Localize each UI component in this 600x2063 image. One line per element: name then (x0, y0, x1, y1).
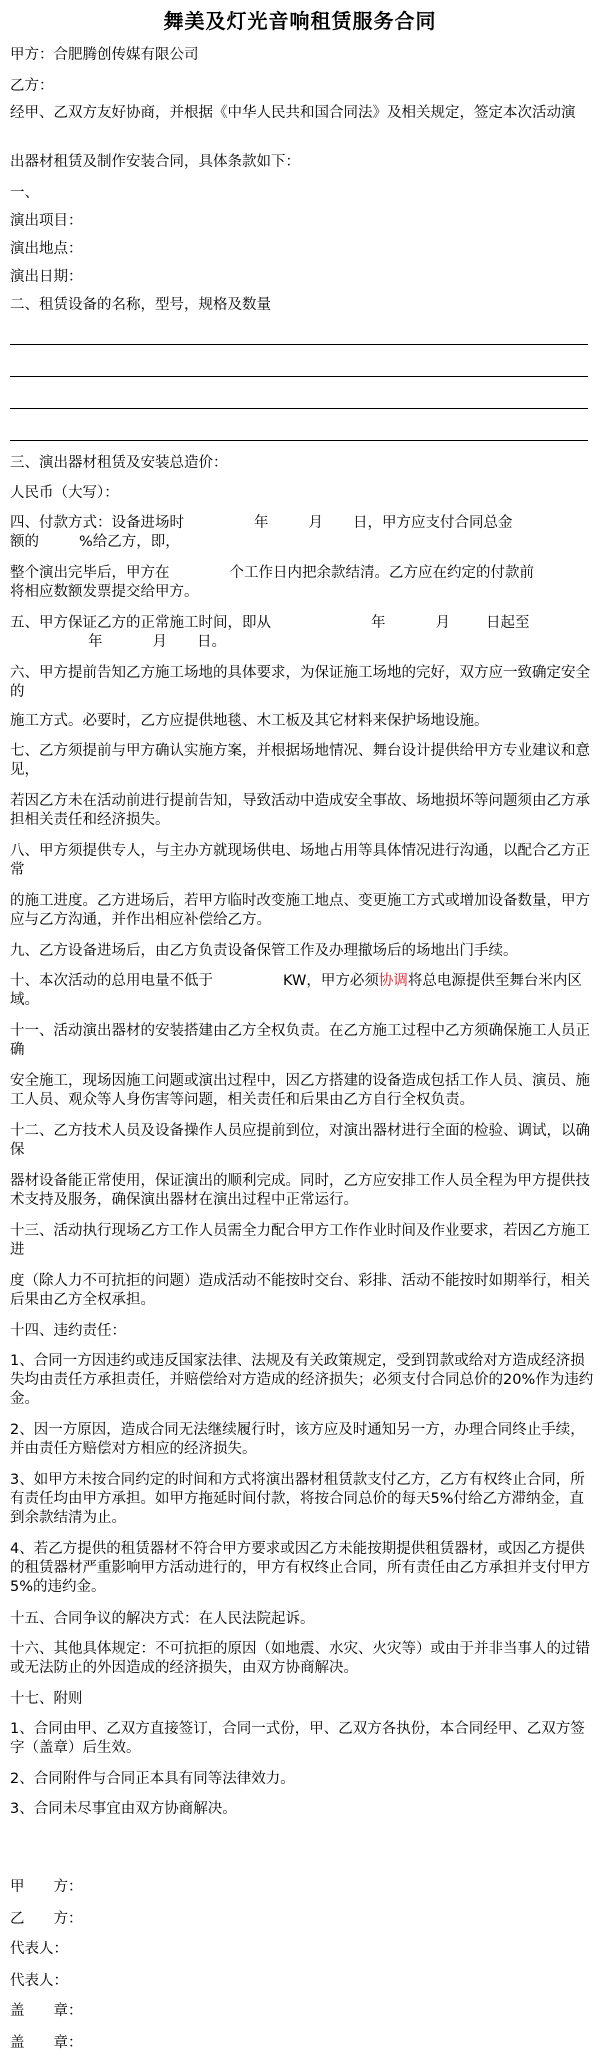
section-9-paragraph: 九、乙方设备进场后，由乙方负责设备保管工作及办理撤场后的场地出门手续。 (10, 943, 518, 959)
power-text: KW，甲方必须 (283, 973, 379, 989)
schedule-year: 年 (88, 634, 103, 650)
section-16-paragraph: 十六、其他具体规定：不可抗拒的原因（如地震、水灾、火灾等）或由于并非当事人的过错或无法防止的外因造成的经济损失，由双方协商解决。 (10, 1641, 590, 1676)
document-title: 舞美及灯光音响租赁服务合同 (163, 9, 437, 33)
section-6-paragraph: 六、甲方提前告知乙方施工场地的具体要求，为保证施工场地的完好，双方应一致确定安全的 (10, 665, 590, 700)
payment-text: 四、付款方式：设备进场时 (10, 515, 184, 531)
power-text: 十、本次活动的总用电量不低于 (10, 973, 213, 989)
signature-representative-a: 代表人： (10, 1941, 68, 1957)
section-4-settlement (10, 564, 596, 602)
settlement-text: 整个演出完毕后，甲方在 (10, 565, 170, 581)
section-17-item-1: 1、合同由甲、乙双方直接签订，合同一式份，甲、乙双方各执份，本合同经甲、乙双方签字（盖章）后生效。 (10, 1721, 585, 1756)
blank-line (10, 376, 588, 377)
section-17-item-3: 3、合同未尽事宜由双方协商解决。 (10, 1801, 237, 1817)
section-14-item-2: 2、因一方原因，造成合同无法继续履行时，该方应及时通知另一方，办理合同终止手续，并由责任方赔偿对方相应的经济损失。 (10, 1422, 585, 1457)
schedule-day: 日。 (197, 634, 226, 650)
section-17-item-2: 2、合同附件与合同正本具有同等法律效力。 (10, 1771, 295, 1787)
section-14-heading: 十四、违约责任： (10, 1323, 126, 1339)
schedule-year: 年 (371, 615, 386, 631)
performance-location-label: 演出地点： (10, 241, 83, 257)
section-7-paragraph: 若因乙方未在活动前进行提前告知，导致活动中造成安全事故、场地损坏等问题须由乙方承担相关责任和经济损失。 (10, 793, 590, 828)
section-14-item-4: 4、若乙方提供的租赁器材不符合甲方要求或因乙方未能按期提供租赁器材，或因乙方提供的租赁器材严重影响甲方活动进行的，甲方有权终止合同，所有责任由乙方承担并支付甲方5%的违约金。 (10, 1541, 590, 1595)
signature-seal-a: 盖 章： (10, 2003, 83, 2019)
blank-line (10, 344, 588, 345)
coordinate-highlight: 协调 (378, 973, 408, 989)
performance-project-label: 演出项目： (10, 213, 83, 229)
section-2-equipment: 二、租赁设备的名称，型号，规格及数量 (10, 297, 271, 313)
section-12-paragraph: 器材设备能正常使用，保证演出的顺利完成。同时，乙方应安排工作人员全程为甲方提供技术支持及服务，确保演出器材在演出过程中正常运行。 (10, 1173, 590, 1208)
intro-paragraph-1: 经甲、乙双方友好协商，并根据《中华人民共和国合同法》及相关规定，签定本次活动演 (10, 105, 576, 121)
schedule-text: 五、甲方保证乙方的正常施工时间，即从 (10, 615, 271, 631)
schedule-month: 月 (435, 615, 450, 631)
section-15-paragraph: 十五、合同争议的解决方式：在人民法院起诉。 (10, 1611, 315, 1627)
section-8-paragraph: 八、甲方须提供专人，与主办方就现场供电、场地占用等具体情况进行沟通，以配合乙方正常 (10, 843, 590, 878)
signature-party-a: 甲 方： (10, 1879, 83, 1895)
rmb-uppercase-label: 人民币（大写）： (10, 485, 119, 501)
intro-paragraph-2: 出器材租赁及制作安装合同，具体条款如下： (10, 154, 300, 170)
payment-text: 日，甲方应支付合同总金 (353, 515, 513, 531)
section-13-paragraph: 十三、活动执行现场乙方工作人员需全力配合甲方工作作业时间及作业要求，若因乙方施工进 (10, 1223, 590, 1258)
signature-representative-b: 代表人： (10, 1973, 68, 1989)
section-4-payment (10, 514, 596, 552)
schedule-text: 日起至 (486, 615, 530, 631)
section-8-paragraph: 的施工进度。乙方进场后，若甲方临时改变施工地点、变更施工方式或增加设备数量，甲方应与乙方沟通，并作出相应补偿给乙方。 (10, 893, 590, 928)
section-11-paragraph: 安全施工，现场因施工问题或演出过程中，因乙方搭建的设备造成包括工作人员、演员、施工人员、观众等人身伤害等问题，相关责任和后果由乙方自行全权负责。 (10, 1073, 590, 1108)
schedule-month: 月 (152, 634, 167, 650)
power-text: 将总电源提供至舞台米内区域。 (10, 973, 582, 1008)
party-b-line: 乙方： (10, 78, 54, 94)
settlement-text: 个工作日内把余款结清。乙方应在约定的付款前 (229, 565, 534, 581)
section-11-paragraph: 十一、活动演出器材的安装搭建由乙方全权负责。在乙方施工过程中乙方须确保施工人员正确 (10, 1023, 590, 1058)
payment-text: %给乙方，即， (79, 534, 180, 550)
section-12-paragraph: 十二、乙方技术人员及设备操作人员应提前到位，对演出器材进行全面的检验、调试，以确保 (10, 1123, 590, 1158)
section-1-heading: 一、 (10, 185, 39, 201)
blank-line (10, 408, 588, 409)
section-5-schedule (10, 614, 596, 652)
section-7-paragraph: 七、乙方须提前与甲方确认实施方案，并根据场地情况、舞台设计提供给甲方专业建议和意见， (10, 743, 590, 778)
payment-text: 额的 (10, 534, 39, 550)
payment-month: 月 (308, 515, 323, 531)
section-14-item-3: 3、如甲方未按合同约定的时间和方式将演出器材租赁款支付乙方，乙方有权终止合同，所有责任均由甲方承担。如甲方拖延时间付款，将按合同总价的每天5%付给乙方滞纳金，直到余款结清为止。 (10, 1472, 585, 1526)
payment-year: 年 (254, 515, 269, 531)
section-13-paragraph: 度（除人力不可抗拒的问题）造成活动不能按时交台、彩排、活动不能按时如期举行，相关后果由乙方全权承担。 (10, 1273, 590, 1308)
performance-date-label: 演出日期： (10, 269, 83, 285)
section-6-paragraph: 施工方式。必要时，乙方应提供地毯、木工板及其它材料来保护场地设施。 (10, 713, 489, 729)
blank-line (10, 440, 588, 441)
party-a-line: 甲方：合肥腾创传媒有限公司 (10, 47, 199, 63)
signature-seal-b: 盖 章： (10, 2035, 83, 2051)
section-14-item-1: 1、合同一方因违约或违反国家法律、法规及有关政策规定，受到罚款或给对方造成经济损失均由责任方承担责任，并赔偿给对方造成的经济损失；必须支付合同总价的20%作为违约金。 (10, 1353, 594, 1407)
section-3-total-price: 三、演出器材租赁及安装总造价： (10, 455, 228, 471)
section-10-paragraph (10, 972, 596, 1010)
signature-party-b: 乙 方： (10, 1911, 83, 1927)
section-17-heading: 十七、附则 (10, 1691, 83, 1707)
settlement-text: 将相应数额发票提交给甲方。 (10, 584, 199, 600)
